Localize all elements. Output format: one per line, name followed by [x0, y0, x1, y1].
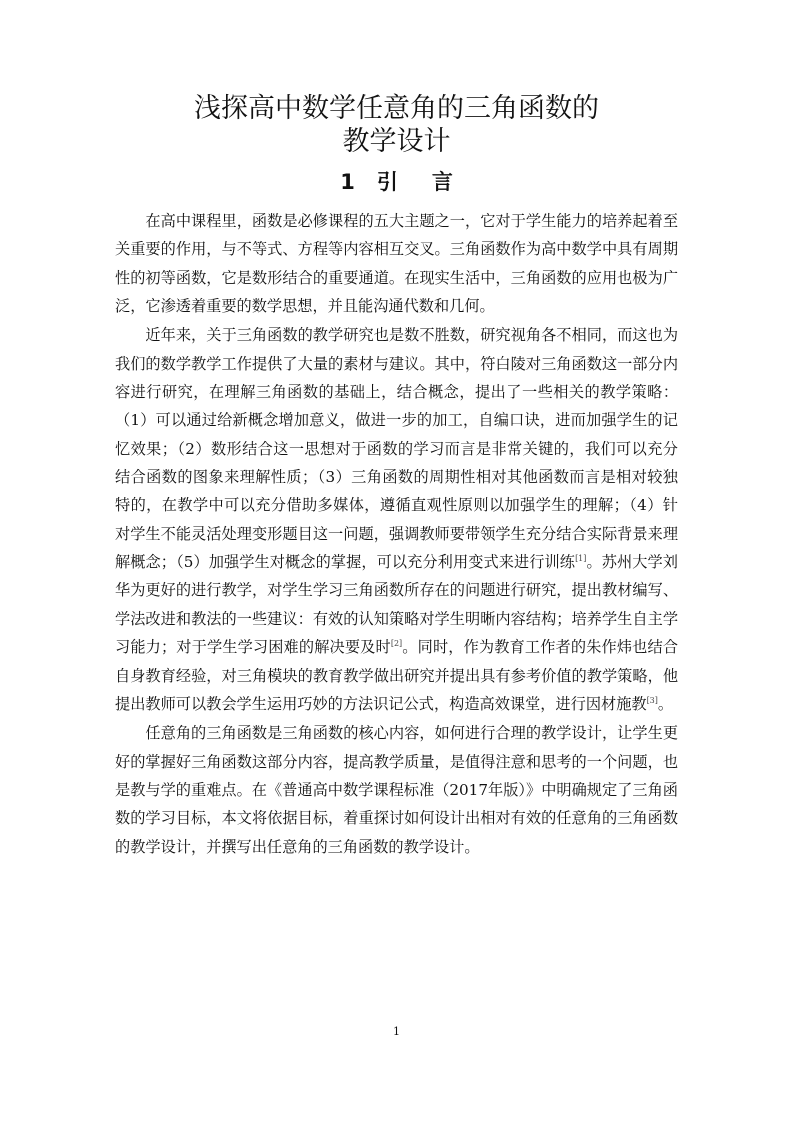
paragraph-3: 任意角的三角函数是三角函数的核心内容，如何进行合理的教学设计，让学生更好的掌握好三角函数这部分内容，提高教学质量，是值得注意和思考的一个问题，也是教与学的重难点。在《普通高中数学课程标准（2017年版）》中明确规定了三角函数的学习目标，本文将依据目标，着重探讨如何设计出相对有效的任意角的三角函数的教学设计，并撰写出任意角的三角函数的教学设计。 [115, 724, 678, 856]
page-number: 1 [393, 1025, 400, 1038]
citation-ref-3: [3] [646, 695, 658, 705]
section-title-char-2: 言 [431, 170, 453, 194]
citation-ref-1: [1] [575, 554, 587, 564]
body-text [115, 207, 678, 861]
paragraph-2 [115, 321, 678, 718]
citation-ref-2: [2] [390, 639, 403, 649]
paragraph-2-part-4: 。 [657, 694, 674, 713]
document-title-line-1: 浅探高中数学任意角的三角函数的 [194, 93, 599, 124]
section-number: 1 [340, 170, 355, 194]
section-title-char-1: 引 [376, 170, 398, 194]
paragraph-2-part-2: 。苏州大学刘华为更好的进行教学，对学生学习三角函数所存在的问题进行研究，提出教材编写、学法改进和教法的一些建议：有效的认知策略对学生明晰内容结构；培养学生自主学习能力；对于学生学习困难的解决要及时 [115, 553, 678, 657]
paragraph-1: 在高中课程里，函数是必修课程的五大主题之一，它对于学生能力的培养起着至关重要的作用，与不等式、方程等内容相互交叉。三角函数作为高中数学中具有周期性的初等函数，它是数形结合的重要通道。在现实生活中，三角函数的应用也极为广泛，它渗透着重要的数学思想，并且能沟通代数和几何。 [115, 212, 678, 316]
section-heading [0, 168, 793, 196]
paragraph-2-part-1: 近年来，关于三角函数的教学研究也是数不胜数，研究视角各不相同，而这也为我们的数学教学工作提供了大量的素材与建议。其中，符白陵对三角函数这一部分内容进行研究，在理解三角函数的基础上，结合概念，提出了一些相关的教学策略：（1）可以通过给新概念增加意义，做进一步的加工，自编口诀，进而加强学生的记忆效果；（2）数形结合这一思想对于函数的学习而言是非常关键的，我们可以充分结合函数的图象来理解性质；（3）三角函数的周期性相对其他函数而言是相对较独特的，在教学中可以充分借助多媒体，遵循直观性原则以加强学生的理解；（4）针对学生不能灵活处理变形题目这一问题，强调教师要带领学生充分结合实际背景来理解概念；（5）加强学生对概念的掌握，可以充分利用变式来进行训练 [115, 326, 678, 572]
document-title-line-2: 教学设计 [342, 126, 451, 157]
paragraph-2-part-3: 。同时，作为教育工作者的朱作炜也结合自身教育经验，对三角模块的教育教学做出研究并提出具有参考价值的教学策略，他提出教师可以教会学生运用巧妙的方法识记公式，构造高效课堂，进行因材施教 [115, 638, 679, 713]
